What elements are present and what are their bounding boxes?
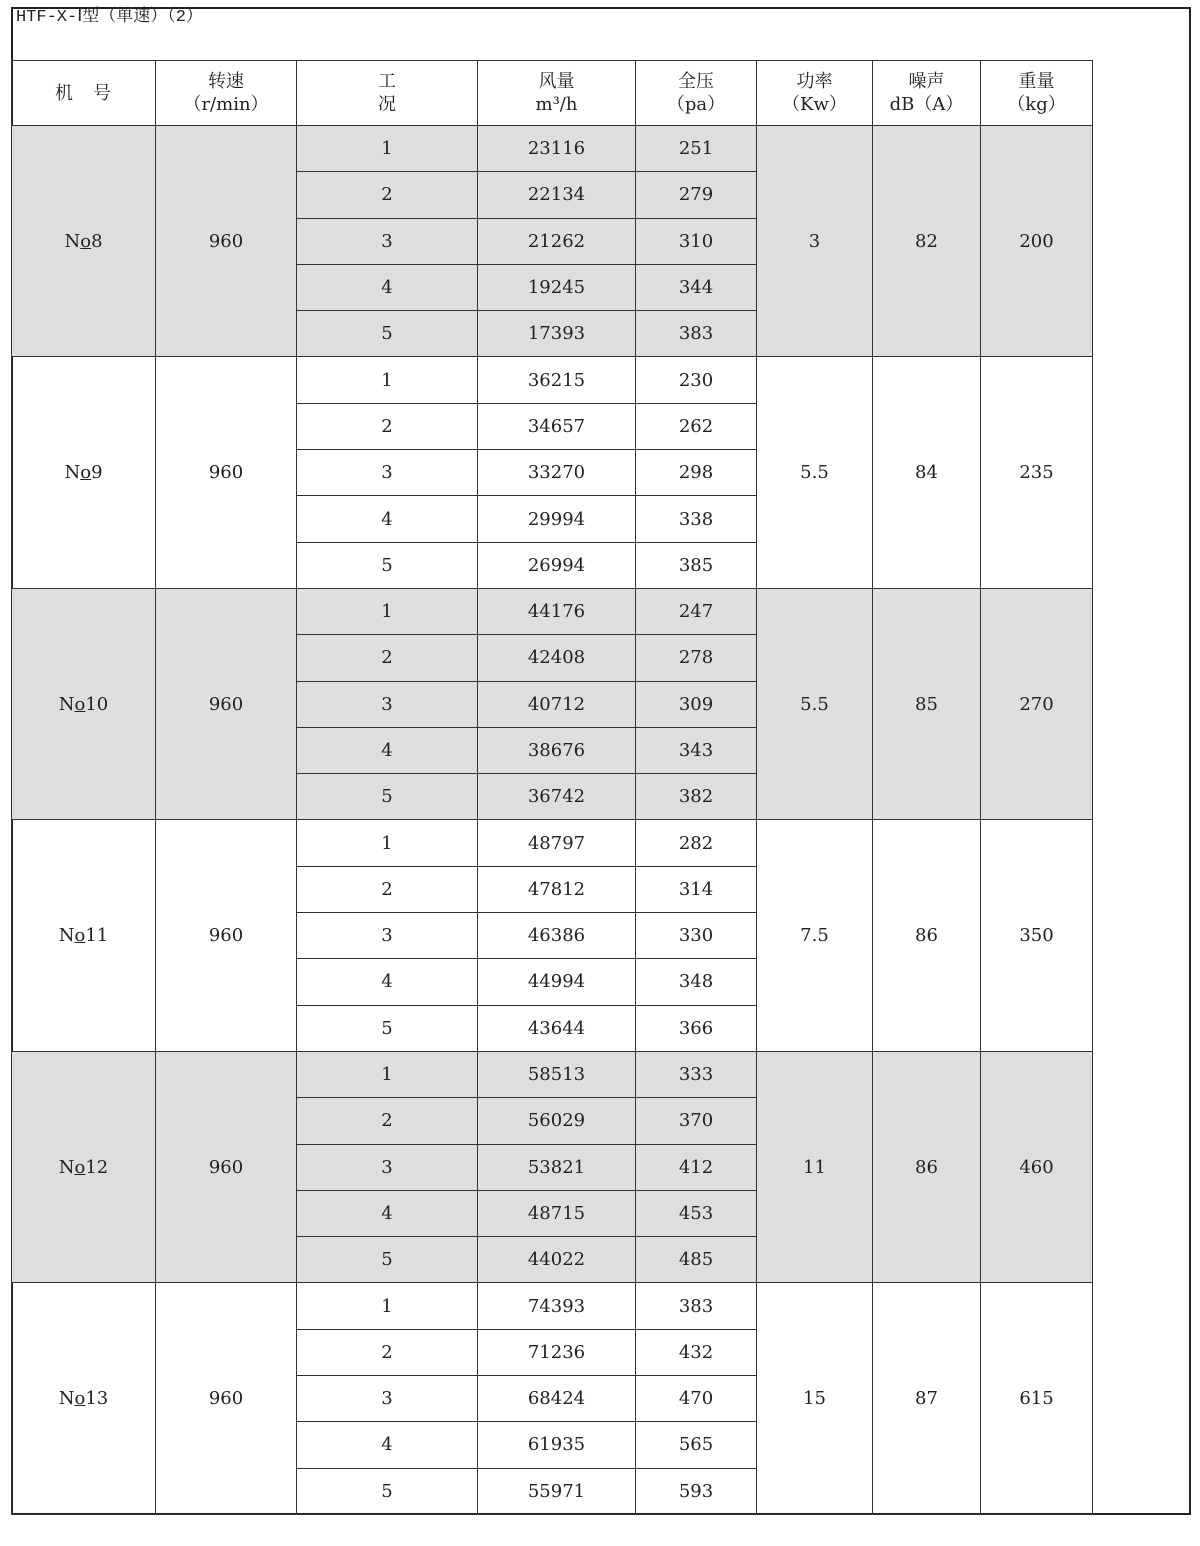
header-label: 机 号 [55, 82, 112, 104]
table-row [12, 126, 1093, 172]
header-unit: m³/h [535, 94, 578, 115]
pressure-cell: 333 [636, 1051, 757, 1097]
airflow-cell: 42408 [478, 635, 636, 681]
pressure-cell: 432 [636, 1329, 757, 1375]
condition-cell: 5 [297, 311, 478, 357]
header-unit: dB（A） [889, 94, 964, 115]
weight-cell: 350 [981, 820, 1093, 1051]
model-num: 11 [85, 925, 109, 947]
model-number [64, 231, 102, 252]
model-number-cell [12, 1283, 156, 1514]
airflow-cell: 44022 [478, 1237, 636, 1283]
airflow-cell: 56029 [478, 1098, 636, 1144]
pressure-cell: 383 [636, 311, 757, 357]
pressure-cell: 310 [636, 218, 757, 264]
fan-model-group [12, 1283, 1093, 1514]
airflow-cell: 19245 [478, 264, 636, 310]
model-number-cell [12, 357, 156, 588]
header-label: 工 [378, 71, 396, 92]
airflow-cell: 47812 [478, 866, 636, 912]
header-noise [873, 61, 981, 126]
header-label: 功率 [796, 71, 833, 92]
speed-cell: 960 [156, 820, 297, 1051]
airflow-cell: 48715 [478, 1190, 636, 1236]
speed-cell: 960 [156, 1283, 297, 1514]
header-label: 噪声 [908, 71, 945, 92]
condition-cell: 3 [297, 1144, 478, 1190]
pressure-cell: 279 [636, 172, 757, 218]
model-number-cell [12, 820, 156, 1051]
noise-cell: 86 [873, 1051, 981, 1282]
header-unit: （pa） [666, 94, 726, 115]
airflow-cell: 38676 [478, 727, 636, 773]
airflow-cell: 44176 [478, 588, 636, 634]
power-cell: 11 [757, 1051, 873, 1282]
header-unit: （Kw） [782, 94, 847, 115]
airflow-cell: 44994 [478, 959, 636, 1005]
airflow-cell: 68424 [478, 1376, 636, 1422]
airflow-cell: 61935 [478, 1422, 636, 1468]
pressure-cell: 485 [636, 1237, 757, 1283]
header-row [12, 61, 1093, 126]
condition-cell: 2 [297, 1329, 478, 1375]
model-prefix: N [64, 230, 81, 252]
model-num: 12 [85, 1156, 109, 1178]
pressure-cell: 370 [636, 1098, 757, 1144]
model-o-underlined: o [74, 693, 86, 715]
pressure-cell: 298 [636, 450, 757, 496]
fan-model-group [12, 126, 1093, 357]
airflow-cell: 34657 [478, 403, 636, 449]
model-o-underlined: o [74, 1388, 86, 1410]
speed-cell: 960 [156, 588, 297, 819]
airflow-cell: 23116 [478, 126, 636, 172]
pressure-cell: 412 [636, 1144, 757, 1190]
condition-cell: 1 [297, 588, 478, 634]
condition-cell: 5 [297, 774, 478, 820]
pressure-cell: 230 [636, 357, 757, 403]
pressure-cell: 593 [636, 1468, 757, 1514]
airflow-cell: 26994 [478, 542, 636, 588]
airflow-cell: 74393 [478, 1283, 636, 1329]
condition-cell: 4 [297, 959, 478, 1005]
fan-model-group [12, 820, 1093, 1051]
table-row [12, 1051, 1093, 1097]
fan-spec-table [11, 60, 1093, 1515]
model-prefix: N [58, 693, 75, 715]
header-label: 重量 [1018, 71, 1055, 92]
speed-cell: 960 [156, 357, 297, 588]
model-prefix: N [58, 1388, 75, 1410]
power-cell: 15 [757, 1283, 873, 1514]
power-cell: 5.5 [757, 357, 873, 588]
condition-cell: 4 [297, 496, 478, 542]
model-num: 9 [91, 462, 103, 484]
header-unit: （r/min） [183, 94, 269, 115]
condition-cell: 2 [297, 1098, 478, 1144]
condition-cell: 1 [297, 1051, 478, 1097]
table-header [12, 61, 1093, 126]
noise-cell: 82 [873, 126, 981, 357]
pressure-cell: 366 [636, 1005, 757, 1051]
noise-cell: 84 [873, 357, 981, 588]
airflow-cell: 40712 [478, 681, 636, 727]
pressure-cell: 247 [636, 588, 757, 634]
condition-cell: 1 [297, 1283, 478, 1329]
airflow-cell: 53821 [478, 1144, 636, 1190]
airflow-cell: 71236 [478, 1329, 636, 1375]
condition-cell: 3 [297, 681, 478, 727]
table-row [12, 820, 1093, 866]
model-prefix: N [64, 462, 81, 484]
airflow-cell: 29994 [478, 496, 636, 542]
condition-cell: 5 [297, 1005, 478, 1051]
pressure-cell: 385 [636, 542, 757, 588]
condition-cell: 5 [297, 542, 478, 588]
weight-cell: 270 [981, 588, 1093, 819]
fan-model-group [12, 1051, 1093, 1282]
condition-cell: 4 [297, 1190, 478, 1236]
header-power [757, 61, 873, 126]
airflow-cell: 17393 [478, 311, 636, 357]
power-cell: 3 [757, 126, 873, 357]
pressure-cell: 565 [636, 1422, 757, 1468]
pressure-cell: 383 [636, 1283, 757, 1329]
weight-cell: 460 [981, 1051, 1093, 1282]
header-speed [156, 61, 297, 126]
airflow-cell: 21262 [478, 218, 636, 264]
condition-cell: 1 [297, 126, 478, 172]
pressure-cell: 453 [636, 1190, 757, 1236]
pressure-cell: 382 [636, 774, 757, 820]
model-prefix: N [58, 925, 75, 947]
model-num: 8 [91, 230, 103, 252]
header-condition [297, 61, 478, 126]
weight-cell: 200 [981, 126, 1093, 357]
model-prefix: N [58, 1156, 75, 1178]
airflow-cell: 36742 [478, 774, 636, 820]
noise-cell: 87 [873, 1283, 981, 1514]
airflow-cell: 46386 [478, 913, 636, 959]
model-number-cell [12, 126, 156, 357]
header-unit: （kg） [1007, 94, 1066, 115]
speed-cell: 960 [156, 1051, 297, 1282]
header-weight [981, 61, 1093, 126]
pressure-cell: 470 [636, 1376, 757, 1422]
pressure-cell: 278 [636, 635, 757, 681]
airflow-cell: 43644 [478, 1005, 636, 1051]
header-label: 全压 [678, 71, 714, 92]
condition-cell: 1 [297, 357, 478, 403]
airflow-cell: 48797 [478, 820, 636, 866]
airflow-cell: 36215 [478, 357, 636, 403]
condition-cell: 2 [297, 866, 478, 912]
noise-cell: 86 [873, 820, 981, 1051]
weight-cell: 235 [981, 357, 1093, 588]
model-num: 10 [85, 693, 109, 715]
header-label: 转速 [208, 71, 244, 92]
airflow-cell: 33270 [478, 450, 636, 496]
model-number [59, 1157, 109, 1178]
model-number-cell [12, 588, 156, 819]
table-row [12, 1283, 1093, 1329]
noise-cell: 85 [873, 588, 981, 819]
condition-cell: 2 [297, 635, 478, 681]
header-airflow [478, 61, 636, 126]
fan-model-group [12, 588, 1093, 819]
pressure-cell: 338 [636, 496, 757, 542]
pressure-cell: 348 [636, 959, 757, 1005]
condition-cell: 3 [297, 450, 478, 496]
header-model-no [12, 61, 156, 126]
pressure-cell: 314 [636, 866, 757, 912]
power-cell: 5.5 [757, 588, 873, 819]
model-number-cell [12, 1051, 156, 1282]
model-number [59, 694, 109, 715]
condition-cell: 2 [297, 403, 478, 449]
document-title: HTF-X-Ⅰ型（单速）（2） [16, 8, 203, 27]
model-number [64, 462, 102, 483]
condition-cell: 5 [297, 1468, 478, 1514]
header-label: 况 [378, 94, 396, 115]
condition-cell: 3 [297, 913, 478, 959]
model-o-underlined: o [80, 462, 92, 484]
condition-cell: 3 [297, 1376, 478, 1422]
power-cell: 7.5 [757, 820, 873, 1051]
model-o-underlined: o [80, 230, 92, 252]
pressure-cell: 262 [636, 403, 757, 449]
pressure-cell: 343 [636, 727, 757, 773]
pressure-cell: 282 [636, 820, 757, 866]
model-o-underlined: o [74, 925, 86, 947]
condition-cell: 4 [297, 727, 478, 773]
pressure-cell: 344 [636, 264, 757, 310]
model-number [59, 1388, 109, 1409]
condition-cell: 4 [297, 264, 478, 310]
header-label: 风量 [538, 71, 575, 92]
pressure-cell: 330 [636, 913, 757, 959]
condition-cell: 3 [297, 218, 478, 264]
condition-cell: 1 [297, 820, 478, 866]
condition-cell: 5 [297, 1237, 478, 1283]
speed-cell: 960 [156, 126, 297, 357]
airflow-cell: 22134 [478, 172, 636, 218]
airflow-cell: 55971 [478, 1468, 636, 1514]
pressure-cell: 251 [636, 126, 757, 172]
condition-cell: 4 [297, 1422, 478, 1468]
fan-model-group [12, 357, 1093, 588]
model-number [59, 925, 109, 946]
table-row [12, 357, 1093, 403]
model-o-underlined: o [74, 1156, 86, 1178]
condition-cell: 2 [297, 172, 478, 218]
model-num: 13 [85, 1388, 109, 1410]
table-row [12, 588, 1093, 634]
airflow-cell: 58513 [478, 1051, 636, 1097]
weight-cell: 615 [981, 1283, 1093, 1514]
header-pressure [636, 61, 757, 126]
pressure-cell: 309 [636, 681, 757, 727]
